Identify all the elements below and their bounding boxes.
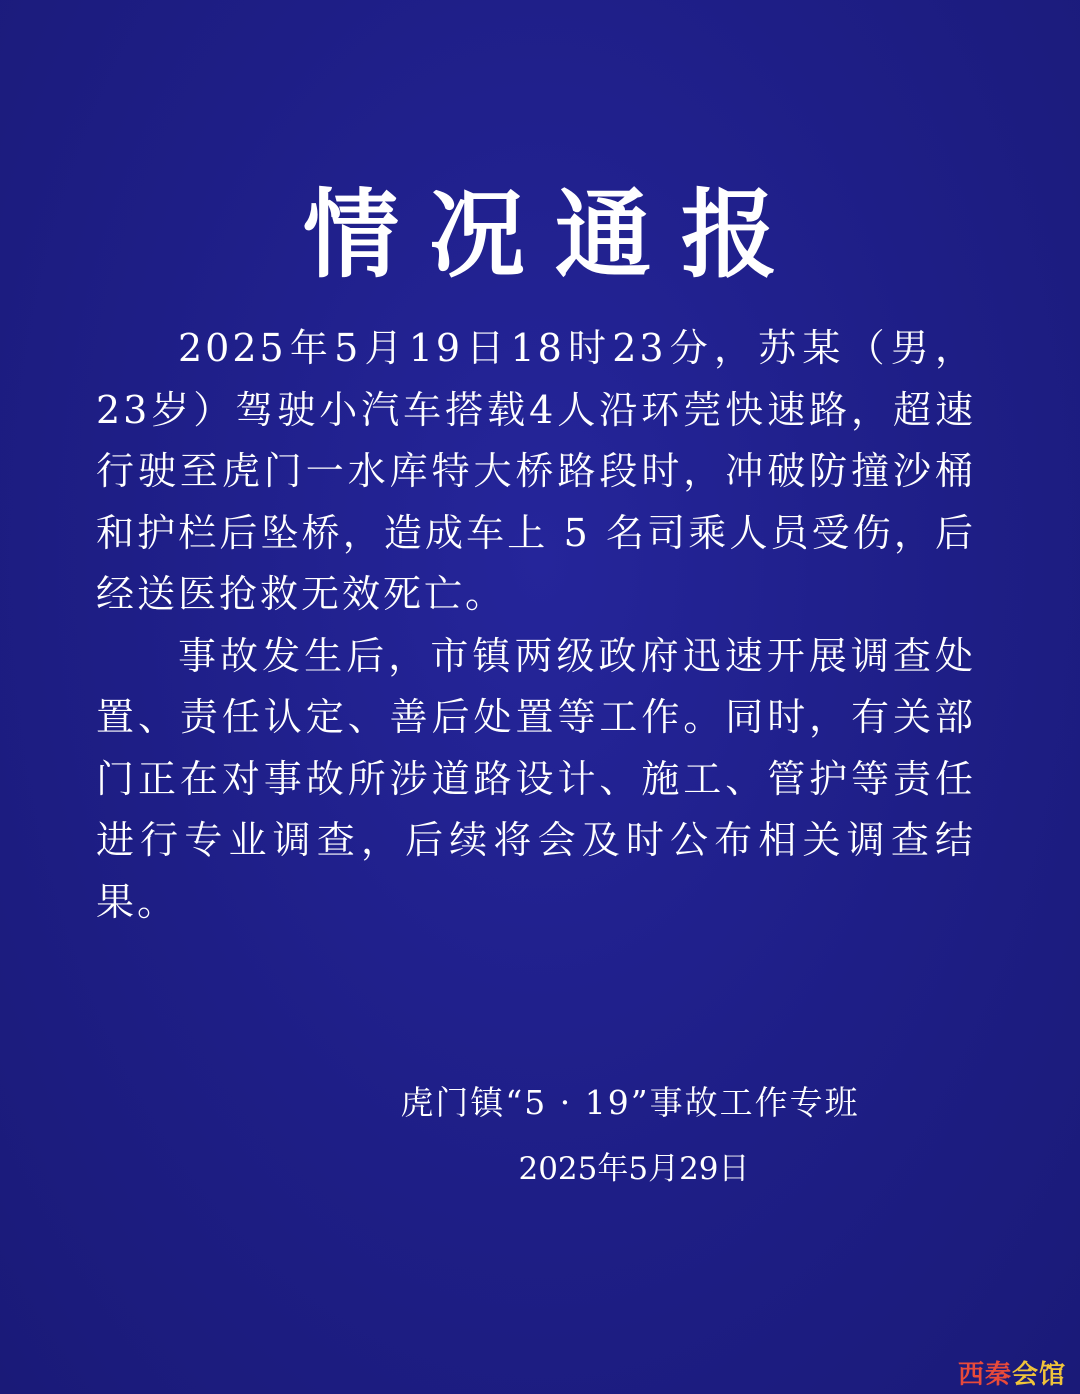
paragraph-accident: 2025年5月19日18时23分，苏某（男，23岁）驾驶小汽车搭载4人沿环莞快速路，超速行驶至虎门一水库特大桥路段时，冲破防撞沙桶和护栏后坠桥，造成车上 5 名司乘人员受伤，后经送医抢救无效死亡。: [96, 326, 976, 616]
watermark-logo: [958, 1360, 1066, 1390]
paragraph-follow-up: 事故发生后，市镇两级政府迅速开展调查处置、责任认定、善后处置等工作。同时，有关部门正在对事故所涉道路设计、施工、管护等责任进行专业调查，后续将会及时公布相关调查结果。: [96, 633, 976, 924]
watermark-part-2: 会馆: [1011, 1360, 1066, 1390]
notice-title: 情况通报: [303, 179, 807, 291]
notice-body: [96, 318, 976, 933]
issue-date: 2025年5月29日: [518, 1151, 750, 1187]
watermark-part-1: 西秦: [957, 1360, 1012, 1390]
issuer-signature: 虎门镇“5 · 19”事故工作专班: [400, 1083, 860, 1122]
